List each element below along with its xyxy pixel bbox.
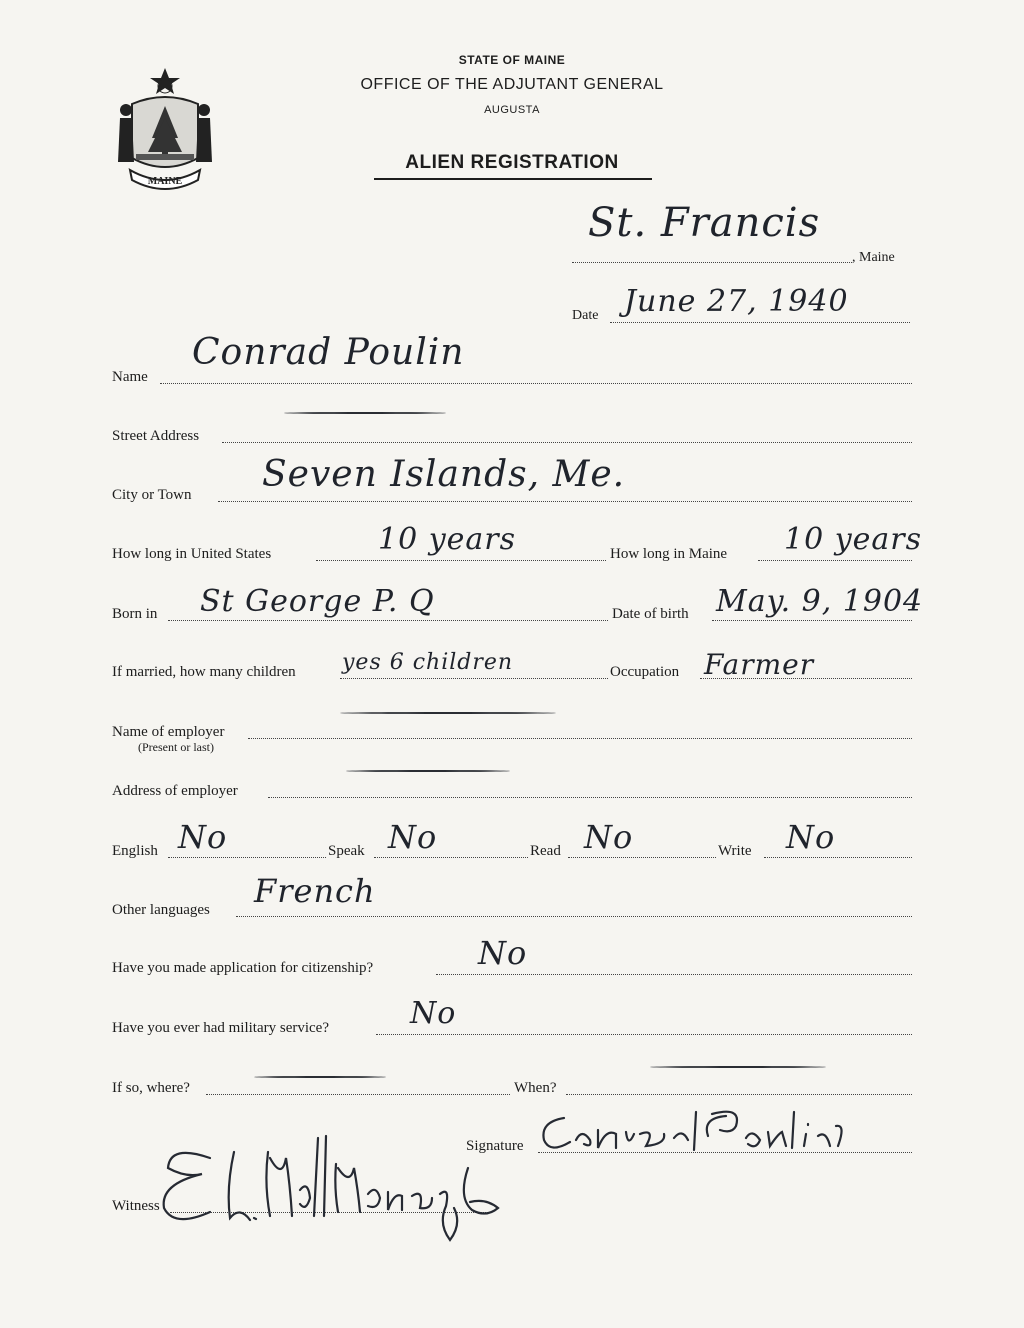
signature-image	[536, 1104, 896, 1160]
city-value: Seven Islands, Me.	[262, 454, 626, 495]
employer-sublabel: (Present or last)	[138, 740, 214, 754]
date-of-birth-line	[712, 620, 912, 621]
header-office: OFFICE OF THE ADJUTANT GENERAL	[360, 76, 664, 93]
where-line	[206, 1094, 510, 1095]
born-in-label: Born in	[112, 606, 158, 622]
military-line	[376, 1034, 912, 1035]
where-label: If so, where?	[112, 1080, 190, 1096]
street-address-line	[222, 442, 912, 443]
how-long-maine-label: How long in Maine	[610, 546, 728, 562]
write-label: Write	[718, 843, 752, 859]
children-line	[340, 678, 608, 679]
citizenship-line	[436, 974, 912, 975]
city-line	[218, 501, 912, 502]
occupation-label: Occupation	[610, 664, 680, 680]
how-long-maine-line	[758, 560, 912, 561]
children-value: yes 6 children	[342, 650, 514, 675]
other-languages-value: French	[254, 872, 376, 910]
date-label: Date	[572, 308, 599, 323]
born-in-value: St George P. Q	[200, 584, 435, 619]
date-line	[610, 322, 910, 323]
when-line	[566, 1094, 912, 1095]
employer-line	[248, 738, 912, 739]
children-label: If married, how many children	[112, 664, 296, 680]
occupation-value: Farmer	[704, 648, 815, 681]
when-dash	[650, 1066, 826, 1068]
employer-address-line	[268, 797, 912, 798]
form-title: ALIEN REGISTRATION	[405, 152, 619, 173]
date-value: June 27, 1940	[624, 284, 849, 319]
other-languages-line	[236, 916, 912, 917]
witness-label: Witness	[112, 1198, 160, 1214]
english-label: English	[112, 843, 158, 859]
born-in-line	[168, 620, 608, 621]
header-city: AUGUSTA	[484, 104, 540, 116]
signature-label: Signature	[466, 1138, 524, 1154]
when-label: When?	[514, 1080, 557, 1096]
place-line	[572, 262, 852, 263]
street-address-dash	[284, 412, 446, 414]
employer-address-dash	[346, 770, 510, 772]
english-line	[168, 857, 326, 858]
name-line	[160, 383, 912, 384]
english-value: No	[178, 818, 228, 856]
employer-dash	[340, 712, 556, 714]
military-value: No	[410, 996, 457, 1031]
speak-label: Speak	[328, 843, 365, 859]
employer-label: Name of employer	[112, 724, 225, 740]
name-value: Conrad Poulin	[192, 332, 465, 373]
header-state: STATE OF MAINE	[458, 53, 566, 67]
how-long-us-value: 10 years	[378, 522, 517, 557]
street-address-label: Street Address	[112, 428, 200, 444]
place-value: St. Francis	[588, 200, 821, 246]
witness-signature-image	[150, 1128, 530, 1244]
read-line	[568, 857, 716, 858]
where-dash	[254, 1076, 386, 1078]
name-label: Name	[112, 369, 148, 385]
title-underline	[374, 178, 652, 180]
write-line	[764, 857, 912, 858]
speak-line	[374, 857, 528, 858]
date-of-birth-label: Date of birth	[612, 606, 689, 622]
date-of-birth-value: May. 9, 1904	[716, 584, 924, 619]
citizenship-value: No	[478, 934, 528, 972]
place-suffix: , Maine	[852, 250, 895, 265]
other-languages-label: Other languages	[112, 902, 210, 918]
read-value: No	[584, 818, 634, 856]
how-long-us-line	[316, 560, 606, 561]
how-long-maine-value: 10 years	[784, 522, 923, 557]
svg-text:MAINE: MAINE	[147, 176, 183, 187]
read-label: Read	[530, 843, 561, 859]
employer-address-label: Address of employer	[112, 783, 238, 799]
citizenship-label: Have you made application for citizenship?	[112, 960, 374, 976]
speak-value: No	[388, 818, 438, 856]
write-value: No	[786, 818, 836, 856]
military-label: Have you ever had military service?	[112, 1020, 329, 1036]
city-label: City or Town	[112, 487, 192, 503]
how-long-us-label: How long in United States	[112, 546, 272, 562]
